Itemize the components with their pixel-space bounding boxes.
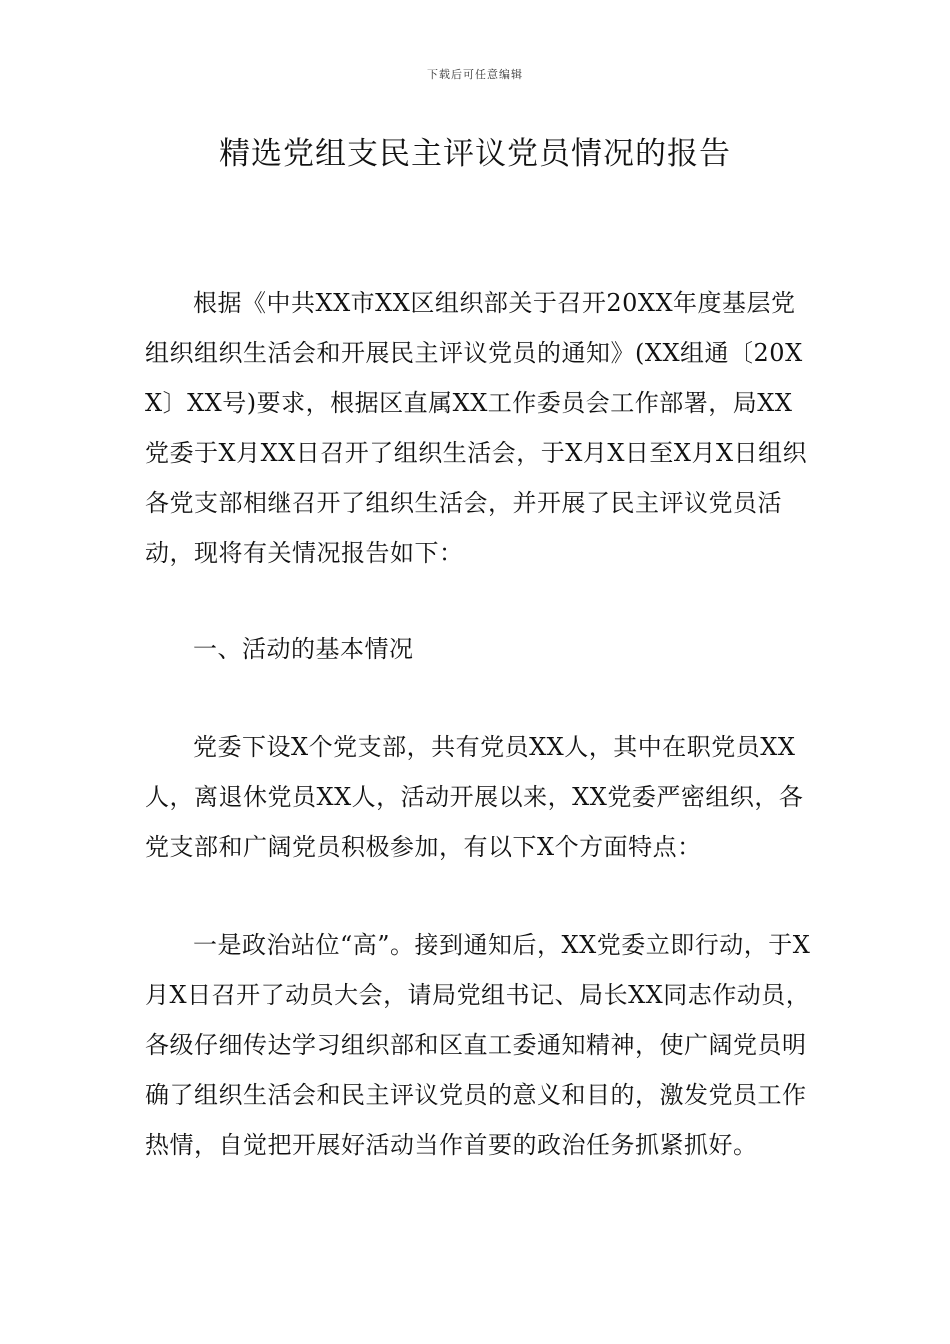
- section-heading-basic-situation: 一、活动的基本情况: [193, 635, 414, 663]
- paragraph-intro: 根据《中共XX市XX区组织部关于召开20XX年度基层党组织组织生活会和开展民主评议党员的通知》(XX组通〔20XX〕XX号)要求，根据区直属XX工作委员会工作部署，局XX党委于X月XX日召开了组织生活会，于X月X日至X月X日组织各党支部相继召开了组织生活会，并开展了民主评议党员活动，现将有关情况报告如下：: [145, 289, 808, 567]
- paragraph-party-overview: 党委下设X个党支部，共有党员XX人，其中在职党员XX人，离退休党员XX人，活动开展以来，XX党委严密组织，各党支部和广阔党员积极参加，有以下X个方面特点：: [145, 733, 804, 861]
- header-note: 下载后可任意编辑: [427, 68, 523, 81]
- paragraph-political-stance: 一是政治站位“高”。接到通知后，XX党委立即行动，于X月X日召开了动员大会，请局党组书记、局长XX同志作动员，各级仔细传达学习组织部和区直工委通知精神，使广阔党员明确了组织生活会和民主评议党员的意义和目的，激发党员工作热情，自觉把开展好活动当作首要的政治任务抓紧抓好。: [145, 931, 811, 1159]
- document-title: 精选党组支民主评议党员情况的报告: [219, 136, 731, 172]
